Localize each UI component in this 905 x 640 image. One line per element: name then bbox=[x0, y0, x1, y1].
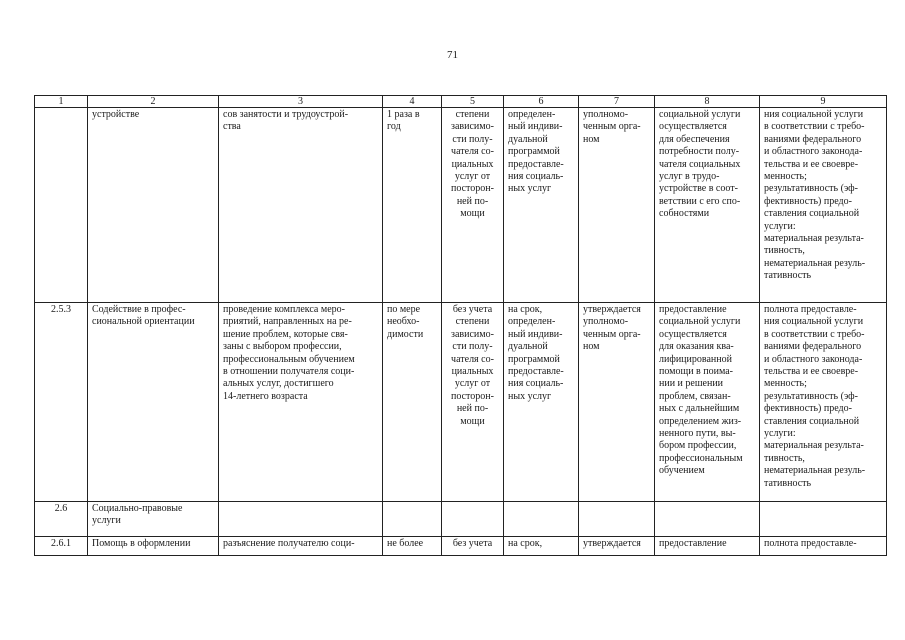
services-table bbox=[34, 95, 887, 556]
table-row bbox=[35, 108, 887, 303]
dependency-condition: без учета степени зависимо- сти полу- чателя со- циальных услуг от посторон- ней по- мощи bbox=[442, 303, 504, 502]
service-term: на срок, определен- ный индиви- дуальной программой предоставле- ния социаль- ных услуг bbox=[504, 303, 579, 502]
page-number: 71 bbox=[447, 49, 458, 61]
service-frequency bbox=[383, 502, 442, 537]
service-name: устройстве bbox=[88, 108, 219, 303]
header-cell: 1 bbox=[35, 96, 88, 108]
row-number: 2.5.3 bbox=[35, 303, 88, 502]
service-frequency: не более bbox=[383, 537, 442, 556]
row-number bbox=[35, 108, 88, 303]
service-description: разъяснение получателю соци- bbox=[219, 537, 383, 556]
service-frequency: 1 раза в год bbox=[383, 108, 442, 303]
header-cell: 5 bbox=[442, 96, 504, 108]
tariff: утверждается уполномо- ченным орга- ном bbox=[579, 303, 655, 502]
row-number: 2.6.1 bbox=[35, 537, 88, 556]
service-term: определен- ный индиви- дуальной программой предоставле- ния социаль- ных услуг bbox=[504, 108, 579, 303]
header-cell: 2 bbox=[88, 96, 219, 108]
table-row bbox=[35, 303, 887, 502]
service-conditions: предоставление bbox=[655, 537, 760, 556]
service-term: на срок, bbox=[504, 537, 579, 556]
quality-indicators: полнота предоставле- bbox=[760, 537, 887, 556]
service-name: Социально-правовые услуги bbox=[88, 502, 219, 537]
service-term bbox=[504, 502, 579, 537]
header-cell: 9 bbox=[760, 96, 887, 108]
row-number: 2.6 bbox=[35, 502, 88, 537]
tariff: утверждается bbox=[579, 537, 655, 556]
service-conditions: предоставление социальной услуги осуществляется для оказания ква- лифицированной помощи в поима- нии и решении проблем, связан- ных с дальнейшим определением жиз- ненного пути, вы- бором профессии, профессиональным обучением bbox=[655, 303, 760, 502]
service-description: проведение комплекса меро- приятий, направленных на ре- шение проблем, которые свя- заны с выбором профессии, профессиональным обучением в отношении получателя соци- альных услуг, достигшего 14-летнего возраста bbox=[219, 303, 383, 502]
service-frequency: по мере необхо- димости bbox=[383, 303, 442, 502]
tariff bbox=[579, 502, 655, 537]
service-name: Помощь в оформлении bbox=[88, 537, 219, 556]
table-row bbox=[35, 537, 887, 556]
service-description: сов занятости и трудоустрой- ства bbox=[219, 108, 383, 303]
header-cell: 4 bbox=[383, 96, 442, 108]
service-name: Содействие в профес- сиональной ориентации bbox=[88, 303, 219, 502]
quality-indicators: полнота предоставле- ния социальной услуги в соответствии с требо- ваниями федерального и областного законода- тельства и ее своевре- менность; результативность (эф- фективность) предо- ставления социальной услуги: материальная результа- тивность, нематериальная резуль- тативность bbox=[760, 303, 887, 502]
service-conditions bbox=[655, 502, 760, 537]
quality-indicators: ния социальной услуги в соответствии с требо- ваниями федерального и областного законода- тельства и ее своевре- менность; результативность (эф- фективность) предо- ставления социальной услуги: материальная результа- тивность, нематериальная резуль- тативность bbox=[760, 108, 887, 303]
tariff: уполномо- ченным орга- ном bbox=[579, 108, 655, 303]
table-row bbox=[35, 502, 887, 537]
dependency-condition: без учета bbox=[442, 537, 504, 556]
header-cell: 3 bbox=[219, 96, 383, 108]
dependency-condition: степени зависимо- сти полу- чателя со- циальных услуг от посторон- ней по- мощи bbox=[442, 108, 504, 303]
service-description bbox=[219, 502, 383, 537]
header-cell: 6 bbox=[504, 96, 579, 108]
header-row bbox=[35, 96, 887, 108]
service-conditions: социальной услуги осуществляется для обеспечения потребности полу- чателя социальных услуг в трудо- устройстве в соот- ветствии с его спо- собностями bbox=[655, 108, 760, 303]
quality-indicators bbox=[760, 502, 887, 537]
header-cell: 7 bbox=[579, 96, 655, 108]
dependency-condition bbox=[442, 502, 504, 537]
header-cell: 8 bbox=[655, 96, 760, 108]
